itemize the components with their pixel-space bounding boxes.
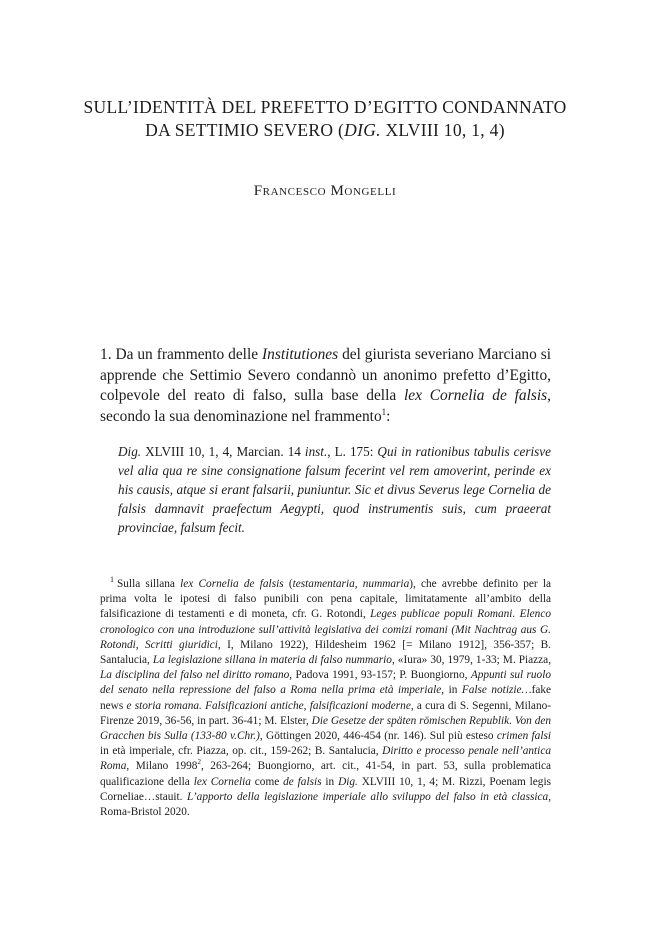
title-line-2 [60, 119, 590, 142]
fn-text: , 263-264; Buongiorno, art. cit., 41-54, in part. 53, sulla problematica qualificazione della [100, 760, 551, 788]
fn-italic: Diritto e processo penale nell’antica Roma [100, 745, 551, 773]
title-line-2-start: DA SETTIMIO SEVERO ( [145, 120, 345, 140]
footnote-1 [100, 577, 551, 820]
fn-text: come [250, 775, 284, 788]
fn-italic: La disciplina del falso nel diritto romano [100, 669, 290, 682]
block-quote [118, 442, 551, 537]
fn-text: , «Iura» 30, 1979, 1-33; M. Piazza, [391, 654, 552, 667]
fn-italic: lex Cornelia de falsis [180, 578, 284, 590]
author-name: Francesco Mongelli [253, 183, 397, 199]
fn-text: , Milano 1998 [126, 760, 198, 773]
body-paragraph-1 [100, 345, 551, 427]
title-line-1: SULL’IDENTITÀ DEL PREFETTO D’EGITTO CONDANNATO [83, 97, 567, 117]
footnote-ref-1[interactable]: 1 [381, 406, 387, 417]
p1-text-c: , secondo la sua denominazione nel frammento [100, 387, 552, 425]
fn-text: , Göttingen 2020, 446-454 (nr. 146). Sul più esteso [259, 730, 497, 743]
p1-lex-cornelia: lex Cornelia de falsis [404, 387, 548, 404]
quote-citation-a: XLVIII 10, 1, 4, Marcian. 14 [141, 444, 305, 459]
fn-italic: testamentaria, nummaria [292, 578, 410, 590]
fn-text: in età imperiale, cfr. Piazza, op. cit., 159-262; B. Santalucia, [100, 745, 383, 758]
fn-text: , a cura di S. Segenni, Milano-Firenze 2019, 36-56, in part. 36-41; M. Elster, [100, 699, 551, 727]
fn-italic: False notizie… [461, 684, 532, 697]
fn-text: , Roma-Bristol 2020. [100, 790, 552, 819]
fn-italic: L’apporto della legislazione imperiale allo sviluppo del falso in età classica [187, 790, 549, 803]
fn-italic: Appunti sul ruolo del senato nella repressione del falso a Roma nella prima età imperiale [100, 669, 551, 697]
fn-text: , I, Milano 1922), Hildesheim 1962 [= Milano 1912], 356-357; B. Santalucia, [100, 638, 551, 667]
fn-text: , in [441, 684, 462, 697]
title-dig-abbrev: DIG. [344, 120, 381, 140]
article-title [60, 96, 590, 142]
fn-italic: lex Cornelia [193, 775, 251, 788]
quote-dig-abbrev: Dig. [118, 444, 142, 459]
footnote-number: 1 [110, 575, 114, 585]
fn-italic: La legislazione sillana in materia di falso nummario [152, 654, 392, 667]
fn-text: ( [283, 578, 293, 590]
fn-italic: e storia romana. Falsificazioni antiche, falsificazioni moderne [126, 699, 411, 712]
fn-italic: crimen falsi [496, 730, 552, 743]
quote-citation-b: , L. 175: [327, 444, 378, 459]
fn-text: ), che avrebbe definito per la prima volta le ipotesi di falso punibili con pena capitale, limitatamente all’ambito della falsificazione di testamenti e di moneta, cfr. G. Rotondi, [100, 578, 551, 621]
p1-text-b: del giurista severiano Marciano si apprende che Settimio Severo condannò un anonimo prefetto d’Egitto, colpevole del reato di falso, sulla base della [100, 346, 551, 404]
p1-text-a: 1. Da un frammento delle [100, 346, 263, 363]
quote-latin-text: Qui in rationibus tabulis cerisve vel alia qua re sine consignatione falsum fecerint vel rem amoverint, perinde ex his causis, atque si erant falsarii, puniuntur. Sic et divus Severus lege Cornelia de falsis damnavit praefectum Aegypti, quod instrumentis suis, cum praeerat provinciae, falsum fecit. [118, 444, 551, 535]
p1-text-d: : [386, 407, 391, 425]
quote-inst-abbrev: inst. [304, 444, 328, 459]
fn-italic: de falsis [283, 775, 322, 788]
fn-italic: Die Gesetze der späten römischen Republik. Von den Gracchen bis Sulla (133-80 v.Chr.) [100, 714, 552, 743]
title-line-2-end: XLVIII 10, 1, 4) [380, 120, 505, 140]
fn-text: XLVIII 10, 1, 4; M. Rizzi, Poenam legis Corneliae…stauit. [100, 775, 551, 803]
fn-superscript: 2 [197, 758, 201, 767]
fn-text: , Padova 1991, 93-157; P. Buongiorno, [289, 669, 471, 682]
fn-italic: Leges publicae populi Romani. Elenco cronologico con una introduzione sull’attività legislativa dei comizi romani (Mit Nachtrag aus G. Rotondi, Scritti giuridici [100, 608, 551, 651]
fn-text: in [321, 775, 339, 788]
fn-italic: Dig. [338, 775, 358, 788]
fn-text: fake news [100, 684, 552, 712]
fn-text: Sulla sillana [117, 578, 181, 590]
p1-institutiones: Institutiones [262, 346, 339, 363]
